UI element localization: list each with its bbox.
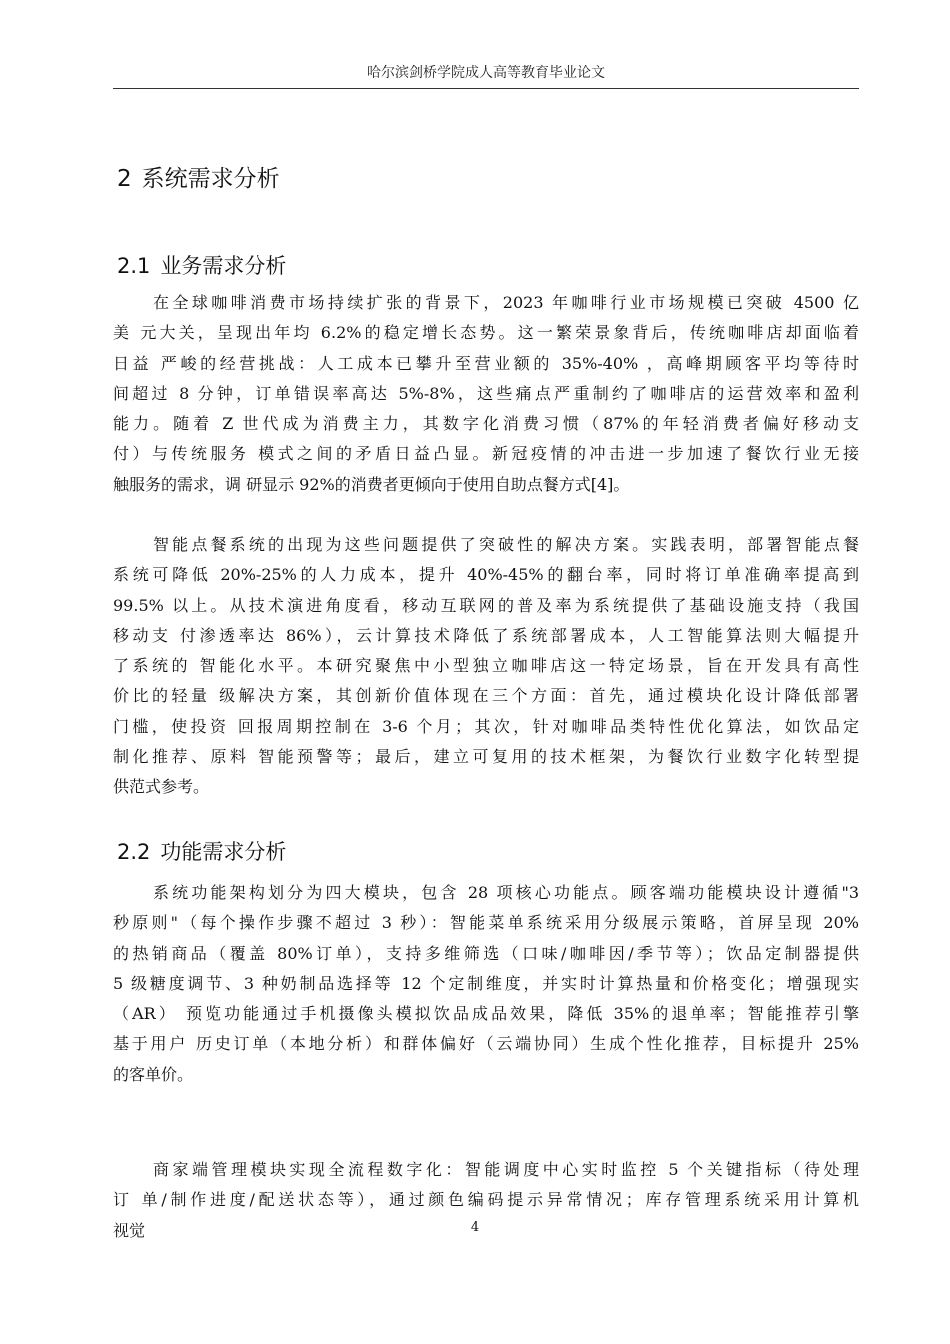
header-rule	[113, 88, 859, 89]
section-number: 2.1	[117, 254, 151, 278]
text-line: 付）与传统服务 模式之间的矛盾日益凸显。新冠疫情的冲击进一步加速了餐饮行业无接	[113, 444, 859, 464]
text-line: 了系统的 智能化水平。本研究聚焦中小型独立咖啡店这一特定场景，旨在开发具有高性	[113, 656, 859, 676]
paragraph	[113, 530, 859, 803]
section-title: 功能需求分析	[160, 840, 287, 864]
section-title: 业务需求分析	[160, 254, 287, 278]
chapter-heading	[117, 160, 280, 193]
text-line: 间超过 8 分钟，订单错误率高达 5%-8%，这些痛点严重制约了咖啡店的运营效率和盈利	[113, 383, 859, 403]
text-line: 系统功能架构划分为四大模块，包含 28 项核心功能点。顾客端功能模块设计遵循"3	[153, 883, 859, 902]
paragraph	[113, 288, 859, 500]
text-line: 的热销商品（覆盖 80%订单），支持多维筛选（口味/咖啡因/季节等）；饮品定制器提供	[113, 943, 859, 963]
page-number: 4	[470, 1220, 480, 1235]
text-line: 视觉	[113, 1220, 146, 1240]
text-line: 秒原则"（每个操作步骤不超过 3 秒）：智能菜单系统采用分级展示策略，首屏呈现 20%	[113, 913, 859, 933]
section-2-1-heading	[117, 250, 286, 280]
section-2-2-heading	[117, 836, 286, 866]
paragraph	[113, 878, 859, 1090]
text-line: 制化推荐、原料 智能预警等；最后，建立可复用的技术框架，为餐饮行业数字化转型提	[113, 747, 859, 767]
page-header: 哈尔滨剑桥学院成人高等教育毕业论文	[367, 65, 605, 81]
text-line: 智能点餐系统的出现为这些问题提供了突破性的解决方案。实践表明，部署智能点餐	[153, 535, 859, 554]
chapter-title: 系统需求分析	[141, 166, 280, 192]
text-line: 美 元大关，呈现出年均 6.2%的稳定增长态势。这一繁荣景象背后，传统咖啡店却面临着	[113, 323, 859, 343]
text-line: 的客单价。	[113, 1064, 194, 1084]
text-line: 在全球咖啡消费市场持续扩张的背景下，2023 年咖啡行业市场规模已突破 4500 亿	[153, 293, 859, 312]
text-line: 5 级糖度调节、3 种奶制品选择等 12 个定制维度，并实时计算热量和价格变化；增强现实	[113, 973, 859, 993]
text-line: 商家端管理模块实现全流程数字化：智能调度中心实时监控 5 个关键指标（待处理	[153, 1160, 859, 1179]
section-number: 2.2	[117, 840, 151, 864]
text-line: 系统可降低 20%-25%的人力成本，提升 40%-45%的翻台率，同时将订单准确率提高到	[113, 565, 859, 585]
text-line: 基于用户 历史订单（本地分析）和群体偏好（云端协同）生成个性化推荐，目标提升 25%	[113, 1034, 859, 1054]
text-line: 99.5% 以上。从技术演进角度看，移动互联网的普及率为系统提供了基础设施支持（我国	[113, 595, 859, 615]
text-line: 移动支 付渗透率达 86%），云计算技术降低了系统部署成本，人工智能算法则大幅提升	[113, 625, 859, 645]
text-line: 能力。随着 Z 世代成为消费主力，其数字化消费习惯（87%的年轻消费者偏好移动支	[113, 414, 859, 434]
text-line: 日益 严峻的经营挑战：人工成本已攀升至营业额的 35%-40% ，高峰期顾客平均等待时	[113, 353, 859, 373]
text-line: （AR） 预览功能通过手机摄像头模拟饮品成品效果，降低 35%的退单率；智能推荐引擎	[113, 1004, 859, 1024]
text-line: 触服务的需求，调 研显示 92%的消费者更倾向于使用自助点餐方式[4]。	[113, 474, 630, 494]
text-line: 价比的轻量 级解决方案，其创新价值体现在三个方面：首先，通过模块化设计降低部署	[113, 686, 859, 706]
chapter-number: 2	[117, 166, 132, 192]
text-line: 供范式参考。	[113, 777, 210, 797]
text-line: 订 单/制作进度/配送状态等），通过颜色编码提示异常情况；库存管理系统采用计算机	[113, 1190, 859, 1210]
text-line: 门槛，使投资 回报周期控制在 3-6 个月；其次，针对咖啡品类特性优化算法，如饮品定	[113, 716, 859, 736]
